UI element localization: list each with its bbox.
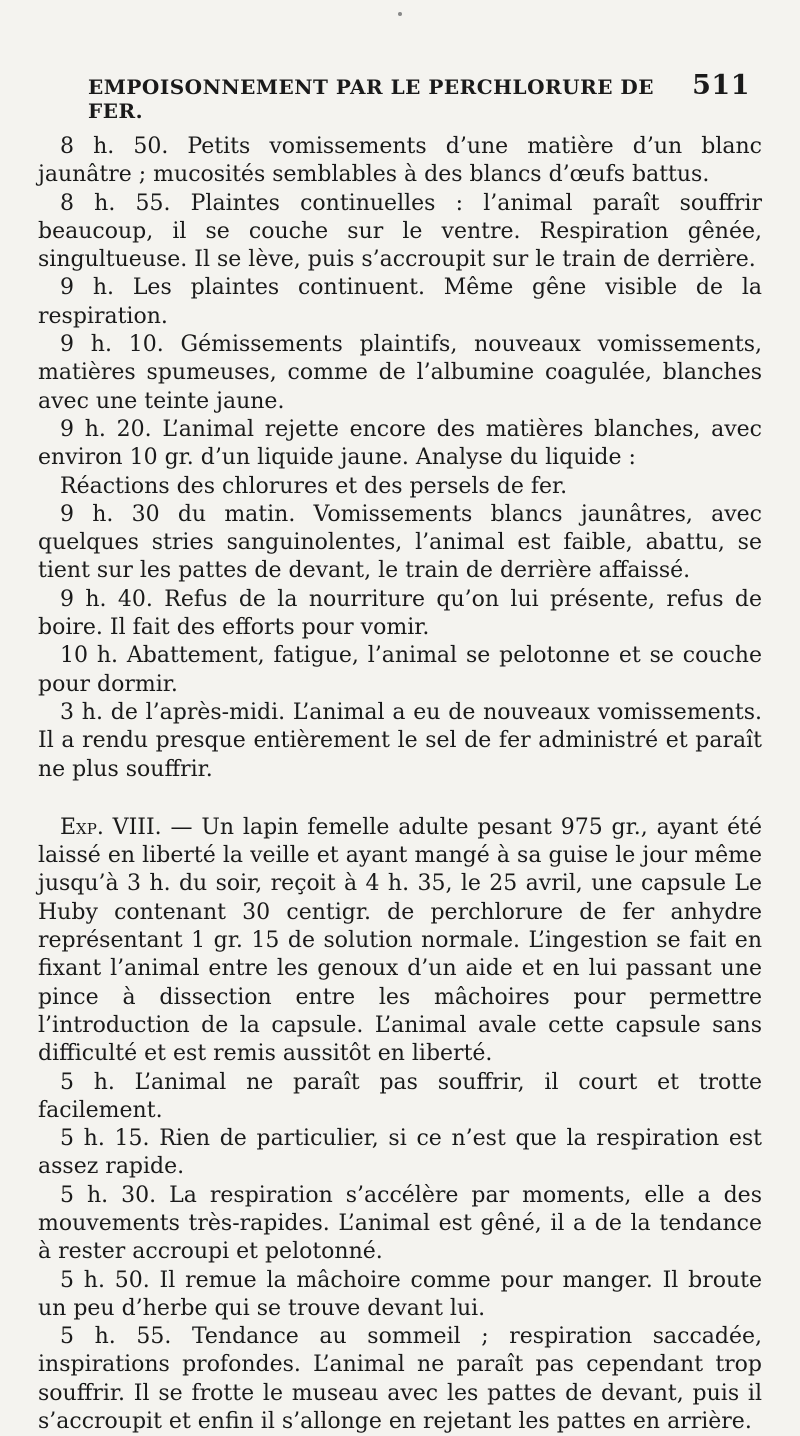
paragraph: 5 h. L’animal ne paraît pas souffrir, il court et trotte facilement. xyxy=(38,1069,762,1123)
experiment-label: Exp. VIII. xyxy=(60,814,162,840)
paragraph: 5 h. 30. La respiration s’accélère par moments, elle a des mouvements très-rapides. L’animal est gêné, il a de la tendance à rester accroupi et pelotonné. xyxy=(38,1182,762,1265)
paragraph: 5 h. 50. Il remue la mâchoire comme pour manger. Il broute un peu d’herbe qui se trouve devant lui. xyxy=(38,1267,762,1321)
paragraph: 3 h. de l’après-midi. L’animal a eu de nouveaux vomissements. Il a rendu presque entièrement le sel de fer administré et paraît ne plus souffrir. xyxy=(38,699,762,782)
paragraph: 9 h. 10. Gémissements plaintifs, nouveaux vomissements, matières spumeuses, comme de l’albumine coagulée, blanches avec une teinte jaune. xyxy=(38,332,762,414)
running-title: EMPOISONNEMENT PAR LE PERCHLORURE DE FER. xyxy=(88,75,655,123)
paragraph: 8 h. 50. Petits vomissements d’une matière d’un blanc jaunâtre ; mucosités semblables à des blancs d’œufs battus. xyxy=(38,134,762,188)
paragraph: 9 h. 30 du matin. Vomissements blancs jaunâtres, avec quelques stries sanguinolentes, l’animal est faible, abattu, se tient sur les pattes de devant, le train de derrière affaissé. xyxy=(38,501,762,584)
paragraph: Réactions des chlorures et des persels de fer. xyxy=(60,473,568,499)
paragraph: 5 h. 15. Rien de particulier, si ce n’est que la respiration est assez rapide. xyxy=(38,1126,762,1180)
page-speck xyxy=(398,12,402,16)
paragraph: 8 h. 55. Plaintes continuelles : l’animal paraît souffrir beaucoup, il se couche sur le ventre. Respiration gênée, singultueuse. Il se lève, puis s’accroupit sur le train de derrière. xyxy=(38,190,762,273)
paragraph: 10 h. Abattement, fatigue, l’animal se pelotonne et se couche pour dormir. xyxy=(38,643,762,697)
experiment-text: — Un lapin femelle adulte pesant 975 gr., ayant été laissé en liberté la veille et ayant mangé à sa guise le jour même jusqu’à 3 h. du soir, reçoit à 4 h. 35, le 25 avril, une capsule Le Huby contenant 30 centigr. de perchlorure de fer anhydre représentant 1 gr. 15 de solution normale. L’ingestion se fait en fixant l’animal entre les genoux d’un aide et en lui passant une pince à dissection entre les mâchoires pour permettre l’introduction de la capsule. L’animal avale cette capsule sans difficulté et est remis aussitôt en liberté. xyxy=(38,814,762,1067)
section-gap xyxy=(38,784,762,814)
paragraph: 9 h. 20. L’animal rejette encore des matières blanches, avec environ 10 gr. d’un liquide jaune. Analyse du liquide : xyxy=(38,416,762,471)
paragraph: 5 h. 55. Tendance au sommeil ; respiration saccadée, inspirations profondes. L’animal ne paraît pas cependant trop souffrir. Il se frotte le museau avec les pattes de devant, puis il s’accroupit et enfin il s’allonge en rejetant les pattes en arrière. xyxy=(38,1324,762,1435)
running-header xyxy=(38,70,762,123)
experiment-paragraph xyxy=(38,814,762,1069)
page-number: 511 xyxy=(692,70,750,101)
paragraph: 9 h. 40. Refus de la nourriture qu’on lui présente, refus de boire. Il fait des efforts pour vomir. xyxy=(38,586,762,641)
paragraph: 9 h. Les plaintes continuent. Même gêne visible de la respiration. xyxy=(38,275,762,329)
